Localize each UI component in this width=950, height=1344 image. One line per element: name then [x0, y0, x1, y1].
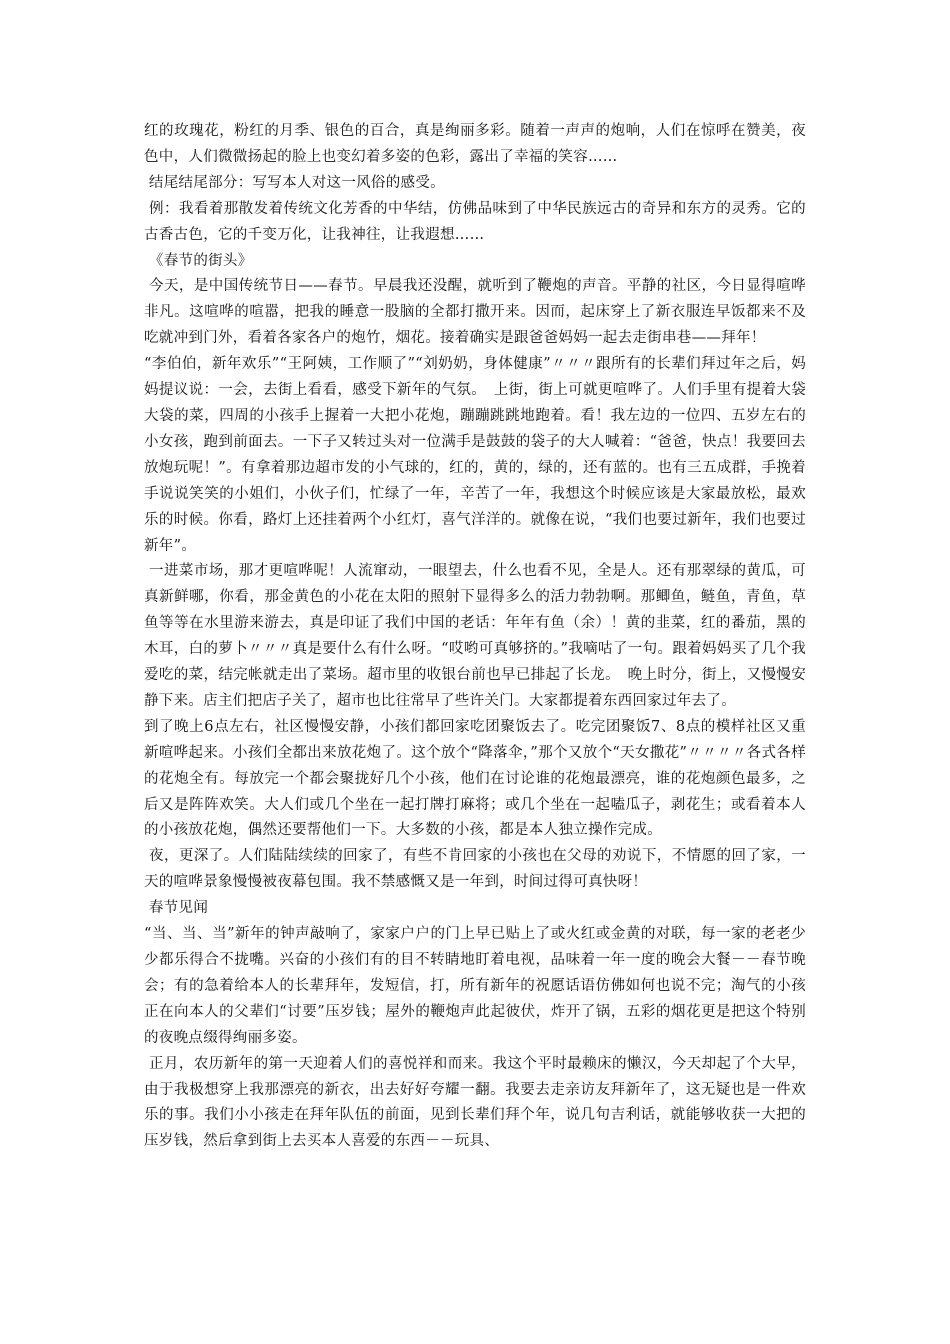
essay-title-spring-festival-street: 《春节的街头》 [144, 252, 253, 269]
paragraph-ending-note: 结尾结尾部分：写写本人对这一风俗的感受。 [144, 174, 445, 191]
paragraph-night: 夜，更深了。人们陆陆续续的回家了，有些不肯回家的小孩也在父母的劝说下，不情愿的回了家，一天的喧哗景象慢慢被夜幕包围。我不禁感慨又是一年到，时间过得可真快呀！ [144, 848, 806, 891]
paragraph-market: 一进菜市场，那才更喧哗呢！人流窜动，一眼望去，什么也看不见，全是人。还有那翠绿的黄瓜，可真新鲜哪，你看，那金黄色的小花在太阳的照射下显得多么的活力勃勃啊。那鲫鱼，鲢鱼，青鱼，草鱼等等在水里游来游去，真是印证了我们中国的老话：年年有鱼（余）！黄的韭菜，红的番茄，黑的木耳，白的萝卜〃〃〃真是要什么有什么呀。“哎哟可真够挤的。”我嘀咕了一句。跟着妈妈买了几个我爱吃的菜，结完帐就走出了菜场。超市里的收银台前也早已排起了长龙。 晚上时分，街上，又慢慢安静下来。店主们把店子关了，超市也比往常早了些许关门。大家都提着东西回家过年去了。 [144, 563, 806, 709]
essay-title-spring-festival-news: 春节见闻 [144, 900, 209, 917]
paragraph-evening-fireworks: 到了晚上6点左右，社区慢慢安静，小孩们都回家吃团聚饭去了。吃完团聚饭7、8点的模样社区又重新喧哗起来。小孩们全都出来放花炮了。这个放个“降落伞，”那个又放个“天女撒花”〃〃〃〃各式各样的花炮全有。每放完一个都会聚拢好几个小孩，他们在讨论谁的花炮最漂亮，谁的花炮颜色最多，之后又是阵阵欢笑。大人们或几个坐在一起打牌打麻将；或几个坐在一起嗑瓜子，剥花生；或看着本人的小孩放花炮，偶然还要帮他们一下。大多数的小孩，都是本人独立操作完成。 [144, 718, 806, 839]
paragraph-first-day: 正月，农历新年的第一天迎着人们的喜悦祥和而来。我这个平时最赖床的懒汉，今天却起了个大早，由于我极想穿上我那漂亮的新衣，出去好好夸耀一翻。我要去走亲访友拜新年了，这无疑也是一件欢乐的事。我们小小孩走在拜年队伍的前面，见到长辈们拜个年，说几句吉利话，就能够收获一大把的压岁钱，然后拿到街上去买本人喜爱的东西－－玩具、 [144, 1055, 806, 1150]
paragraph-example: 例：我看着那散发着传统文化芳香的中华结，仿佛品味到了中华民族远古的奇异和东方的灵秀。它的古香古色，它的千变万化，让我神往，让我遐想…… [144, 200, 806, 243]
paragraph-new-year-bell: “当、当、当”新年的钟声敲响了，家家户户的门上早已贴上了或火红或金黄的对联，每一家的老老少少都乐得合不拢嘴。兴奋的小孩们有的目不转睛地盯着电视，品味着一年一度的晚会大餐－－春节晚会；有的急着给本人的长辈拜年，发短信，打，所有新年的祝愿话语仿佛如何也说不完；淘气的小孩正在向本人的父辈们“讨要”压岁钱；屋外的鞭炮声此起彼伏，炸开了锅，五彩的烟花更是把这个特别的夜晚点缀得绚丽多姿。 [144, 926, 806, 1046]
document-body [144, 119, 806, 1155]
paragraph-greetings-street: “李伯伯，新年欢乐”“王阿姨，工作顺了”“刘奶奶，身体健康”〃〃〃跟所有的长辈们拜过年之后，妈妈提议说：一会，去街上看看，感受下新年的气氛。 上街，街上可就更喧哗了。人们手里有提着大袋大袋的菜，四周的小孩手上握着一大把小花炮，蹦蹦跳跳地跑着。看！我左边的一位四、五岁左右的小女孩，跑到前面去。一下子又转过头对一位满手是鼓鼓的袋子的大人喊着：“爸爸，快点！我要回去放炮玩呢！”。有拿着那边超市发的小气球的，红的，黄的，绿的，还有蓝的。也有三五成群，手挽着手说说笑笑的小姐们，小伙子们，忙绿了一年，辛苦了一年，我想这个时候应该是大家最放松，最欢乐的时候。你看，路灯上还挂着两个小红灯，喜气洋洋的。就像在说，“我们也要过新年，我们也要过新年”。 [144, 356, 806, 554]
paragraph-morning: 今天，是中国传统节日——春节。早晨我还没醒，就听到了鞭炮的声音。平静的社区，今日显得喧哗非凡。这喧哗的喧嚣，把我的睡意一股脑的全都打撒开来。因而，起床穿上了新衣服连早饭都来不及吃就冲到门外，看着各家各户的炮竹，烟花。接着确实是跟爸爸妈妈一起去走街串巷——拜年！ [144, 278, 806, 347]
paragraph-intro-fireworks: 红的玫瑰花，粉红的月季、银色的百合，真是绚丽多彩。随着一声声的炮响，人们在惊呼在赞美，夜色中，人们微微扬起的脸上也变幻着多姿的色彩，露出了幸福的笑容…… [144, 123, 806, 165]
